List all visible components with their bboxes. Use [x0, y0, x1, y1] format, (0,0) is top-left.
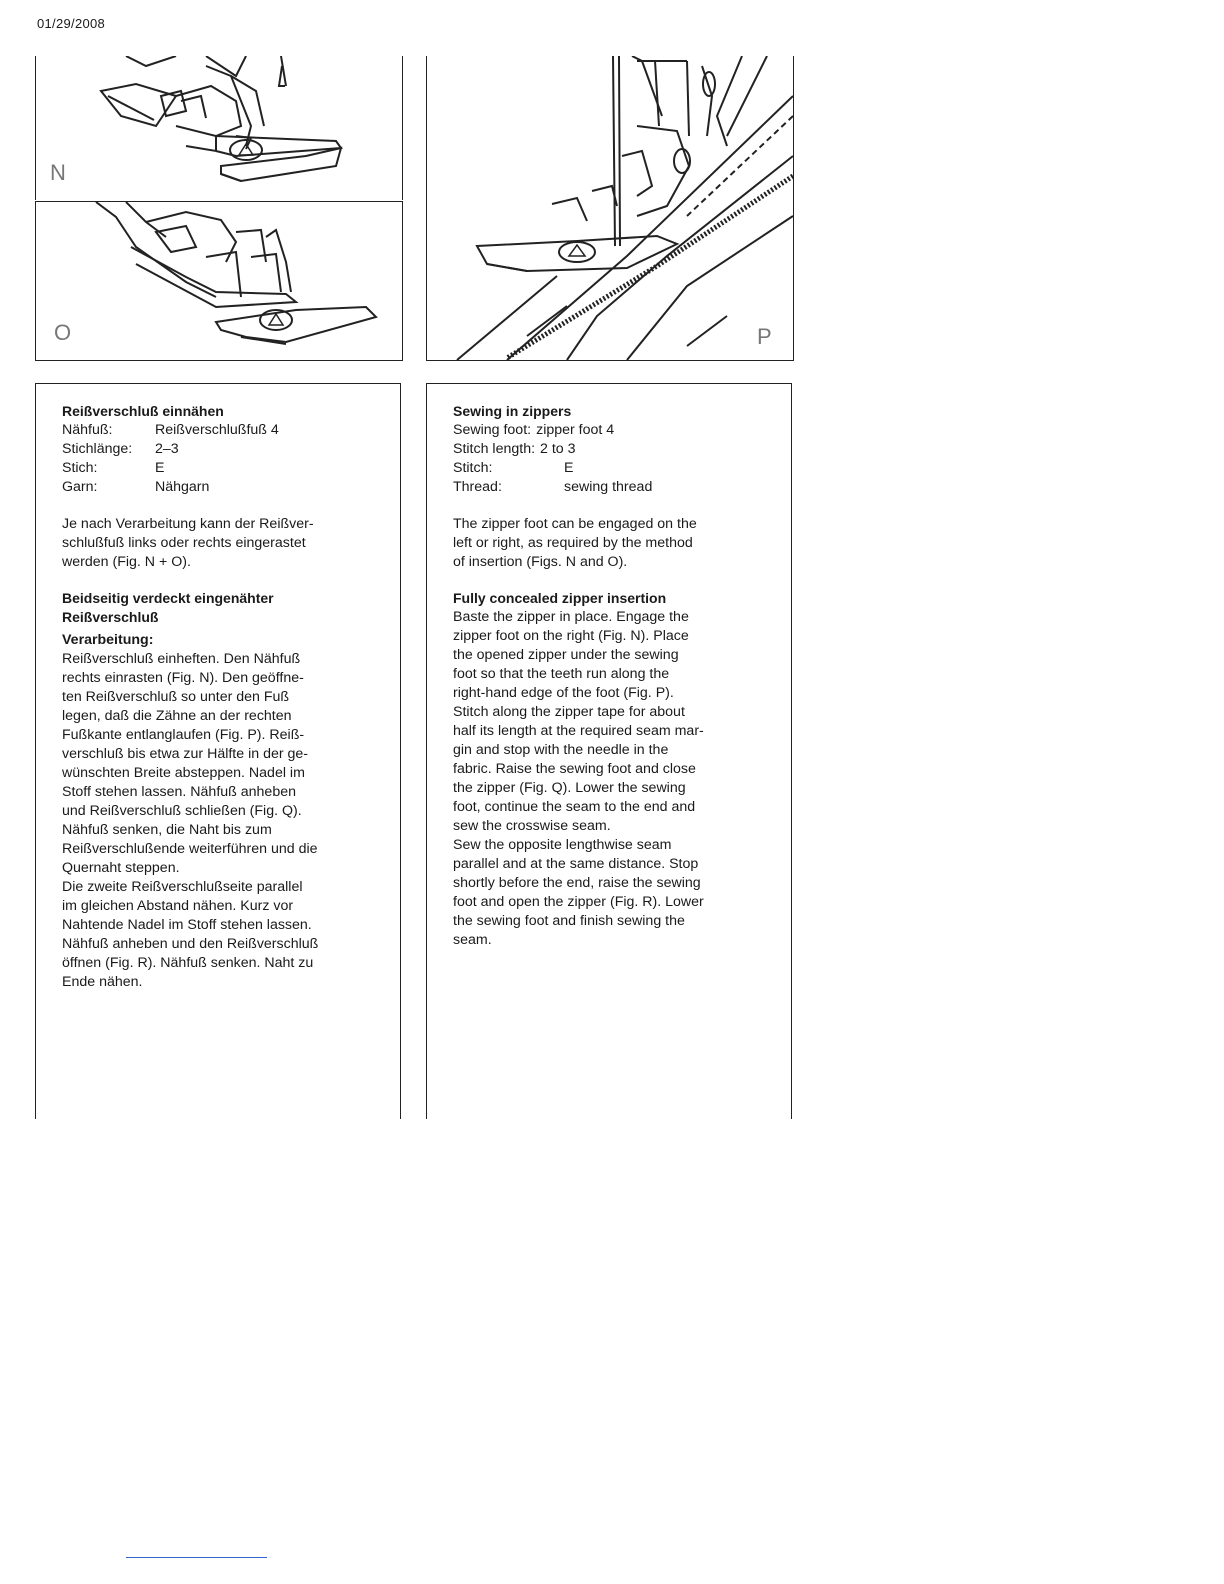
spec-value: 2 to 3: [540, 441, 576, 457]
german-spec-row: [62, 478, 380, 497]
english-intro: The zipper foot can be engaged on the left or right, as required by the method of insertion (Figs. N and O).: [453, 516, 697, 570]
figure-p-label: P: [757, 324, 772, 349]
english-spec-row: [453, 459, 771, 478]
spec-key: Stitch:: [453, 460, 493, 476]
spec-key: Sewing foot:: [453, 422, 532, 438]
spec-value: 2–3: [155, 441, 179, 457]
spec-value: zipper foot 4: [536, 422, 615, 438]
german-intro: Je nach Verarbeitung kann der Reißver- schlußfuß links oder rechts eingerastet werden (Fig. N + O).: [62, 516, 314, 570]
zipper-sewing-illustration: [427, 56, 793, 360]
print-date: 01/29/2008: [37, 16, 106, 31]
spec-key: Stitch length:: [453, 441, 536, 457]
english-body: Baste the zipper in place. Engage the zipper foot on the right (Fig. N). Place the opened zipper under the sewing foot so that the teeth run along the right-hand edge of the foot (Fig. P). Stitch along the zipper tape for about half its length at the required seam mar- gin and stop with the needle in the fabric. Raise the sewing foot and close the zipper (Fig. Q). Lower the sewing foot, continue the seam to the end and sew the crosswise seam. Sew the opposite lengthwise seam parallel and at the same distance. Stop shortly before the end, raise the sewing foot and open the zipper (Fig. R). Lower the sewing foot and finish sewing the seam.: [453, 609, 704, 948]
spec-key: Stichlänge:: [62, 441, 133, 457]
figure-n: [35, 56, 403, 200]
german-subheading: Verarbeitung:: [62, 632, 154, 648]
spec-key: Nähfuß:: [62, 422, 113, 438]
german-spec-row: [62, 421, 380, 440]
english-instructions: [426, 383, 792, 1119]
spec-value: E: [564, 460, 574, 476]
spec-key: Stich:: [62, 460, 98, 476]
english-section-title: Fully concealed zipper insertion: [453, 590, 667, 606]
german-section-title: Beidseitig verdeckt eingenähter Reißverschluß: [62, 590, 274, 625]
english-spec-row: [453, 478, 771, 497]
german-spec-row: [62, 440, 380, 459]
figure-n-label: N: [50, 160, 66, 185]
english-spec-row: [453, 421, 771, 440]
german-title: Reißverschluß einnähen: [62, 403, 224, 419]
spec-value: sewing thread: [564, 479, 653, 495]
figure-o-label: O: [54, 320, 72, 345]
figure-o: [35, 201, 403, 361]
spec-key: Thread:: [453, 479, 502, 495]
zipper-foot-left-illustration: [36, 56, 402, 200]
german-instructions: [35, 383, 401, 1119]
zipper-foot-right-illustration: [36, 202, 402, 360]
english-title: Sewing in zippers: [453, 403, 572, 419]
spec-key: Garn:: [62, 479, 98, 495]
german-body: Reißverschluß einheften. Den Nähfuß rechts einrasten (Fig. N). Den geöffne- ten Reißverschluß so unter den Fuß legen, daß die Zähne an der rechten Fußkante entlanglaufen (Fig. P). Reiß- verschluß bis etwa zur Hälfte in der ge- wünschten Breite absteppen. Nadel im Stoff stehen lassen. Nähfuß anheben und Reißverschluß schließen (Fig. Q). Nähfuß senken, die Naht bis zum Reißverschlußende weiterführen und die Quernaht steppen. Die zweite Reißverschlußseite parallel im gleichen Abstand nähen. Kurz vor Nahtende Nadel im Stoff stehen lassen. Nähfuß anheben und den Reißverschluß öffnen (Fig. R). Nähfuß senken. Naht zu Ende nähen.: [62, 651, 319, 990]
spec-value: Nähgarn: [155, 479, 210, 495]
spec-value: E: [155, 460, 165, 476]
figure-p: [426, 56, 794, 361]
footer-link-underline[interactable]: [126, 1557, 267, 1558]
spec-value: Reißverschlußfuß 4: [155, 422, 279, 438]
english-spec-row: [453, 440, 771, 459]
german-spec-row: [62, 459, 380, 478]
